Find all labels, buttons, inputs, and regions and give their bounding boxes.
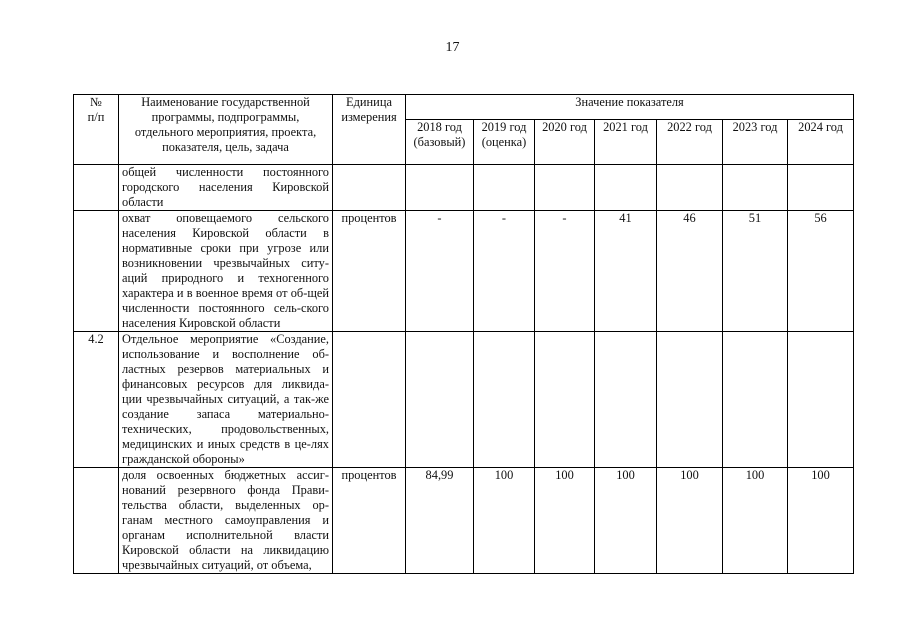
row-name: охват оповещаемого сельского населения Кировской области в нормативные сроки при угрозе или возникновении чрезвычайных ситу-аций природного и техногенного характера и в военное время от об-щей численности постоянного сель-ского населения Кировской области [119,211,333,332]
year-label: 2018 год [417,120,462,134]
table-row [74,165,854,211]
row-unit: процентов [333,211,406,332]
header-name: Наименование государственной программы, подпрограммы, отдельного мероприятия, проекта, показателя, цель, задача [119,95,333,165]
row-num [74,211,119,332]
row-unit: процентов [333,468,406,574]
indicators-table [73,94,854,574]
row-value: - [406,211,474,332]
year-label: 2019 год [481,120,527,134]
row-value [595,332,657,468]
row-value [474,165,535,211]
row-name: общей численности постоянного городского населения Кировской области [119,165,333,211]
row-value [406,165,474,211]
year-note: (базовый) [413,135,466,149]
row-value [474,332,535,468]
row-value [535,165,595,211]
row-num [74,468,119,574]
year-label: 2022 год [667,120,712,134]
header-year-2019 [474,120,535,165]
row-value [406,332,474,468]
row-value: - [474,211,535,332]
row-value [595,165,657,211]
header-year-2023 [723,120,788,165]
table-row [74,211,854,332]
row-name: Отдельное мероприятие «Создание, использование и восполнение об-ластных резервов материальных и финансовых ресурсов для ликвида-ции чрезвычайных ситуаций, а так-же создание запаса материально-технических, продовольственных, медицинских и иных средств в це-лях гражданской обороны» [119,332,333,468]
row-value: 56 [788,211,854,332]
row-unit [333,332,406,468]
row-value [788,332,854,468]
header-year-2024 [788,120,854,165]
row-value: 100 [595,468,657,574]
row-value: 41 [595,211,657,332]
year-label: 2020 год [542,120,587,134]
row-value [788,165,854,211]
header-year-2020 [535,120,595,165]
year-label: 2024 год [798,120,843,134]
row-name: доля освоенных бюджетных ассиг-нований резервного фонда Прави-тельства области, выделенных ор-ганам местного самоуправления и органам исполнительной власти Кировской области на ликвидацию чрезвычайных ситуаций, от объема, [119,468,333,574]
header-values: Значение показателя [406,95,854,120]
row-num: 4.2 [74,332,119,468]
header-unit: Единица измерения [333,95,406,165]
year-label: 2021 год [603,120,648,134]
row-value: 100 [788,468,854,574]
row-value [723,332,788,468]
header-year-2022 [657,120,723,165]
header-num: № п/п [74,95,119,165]
header-row-1 [74,95,854,120]
year-note: (оценка) [481,135,527,149]
row-value [657,165,723,211]
row-value: 51 [723,211,788,332]
table-row [74,468,854,574]
row-value: 100 [535,468,595,574]
row-value [535,332,595,468]
row-value [657,332,723,468]
header-year-2018 [406,120,474,165]
row-unit [333,165,406,211]
page-number: 17 [445,40,460,55]
row-value: 100 [723,468,788,574]
header-year-2021 [595,120,657,165]
row-value [723,165,788,211]
row-value: 100 [474,468,535,574]
row-value: 100 [657,468,723,574]
row-value: 46 [657,211,723,332]
row-value: 84,99 [406,468,474,574]
year-label: 2023 год [732,120,778,134]
row-num [74,165,119,211]
table-row [74,332,854,468]
row-value: - [535,211,595,332]
